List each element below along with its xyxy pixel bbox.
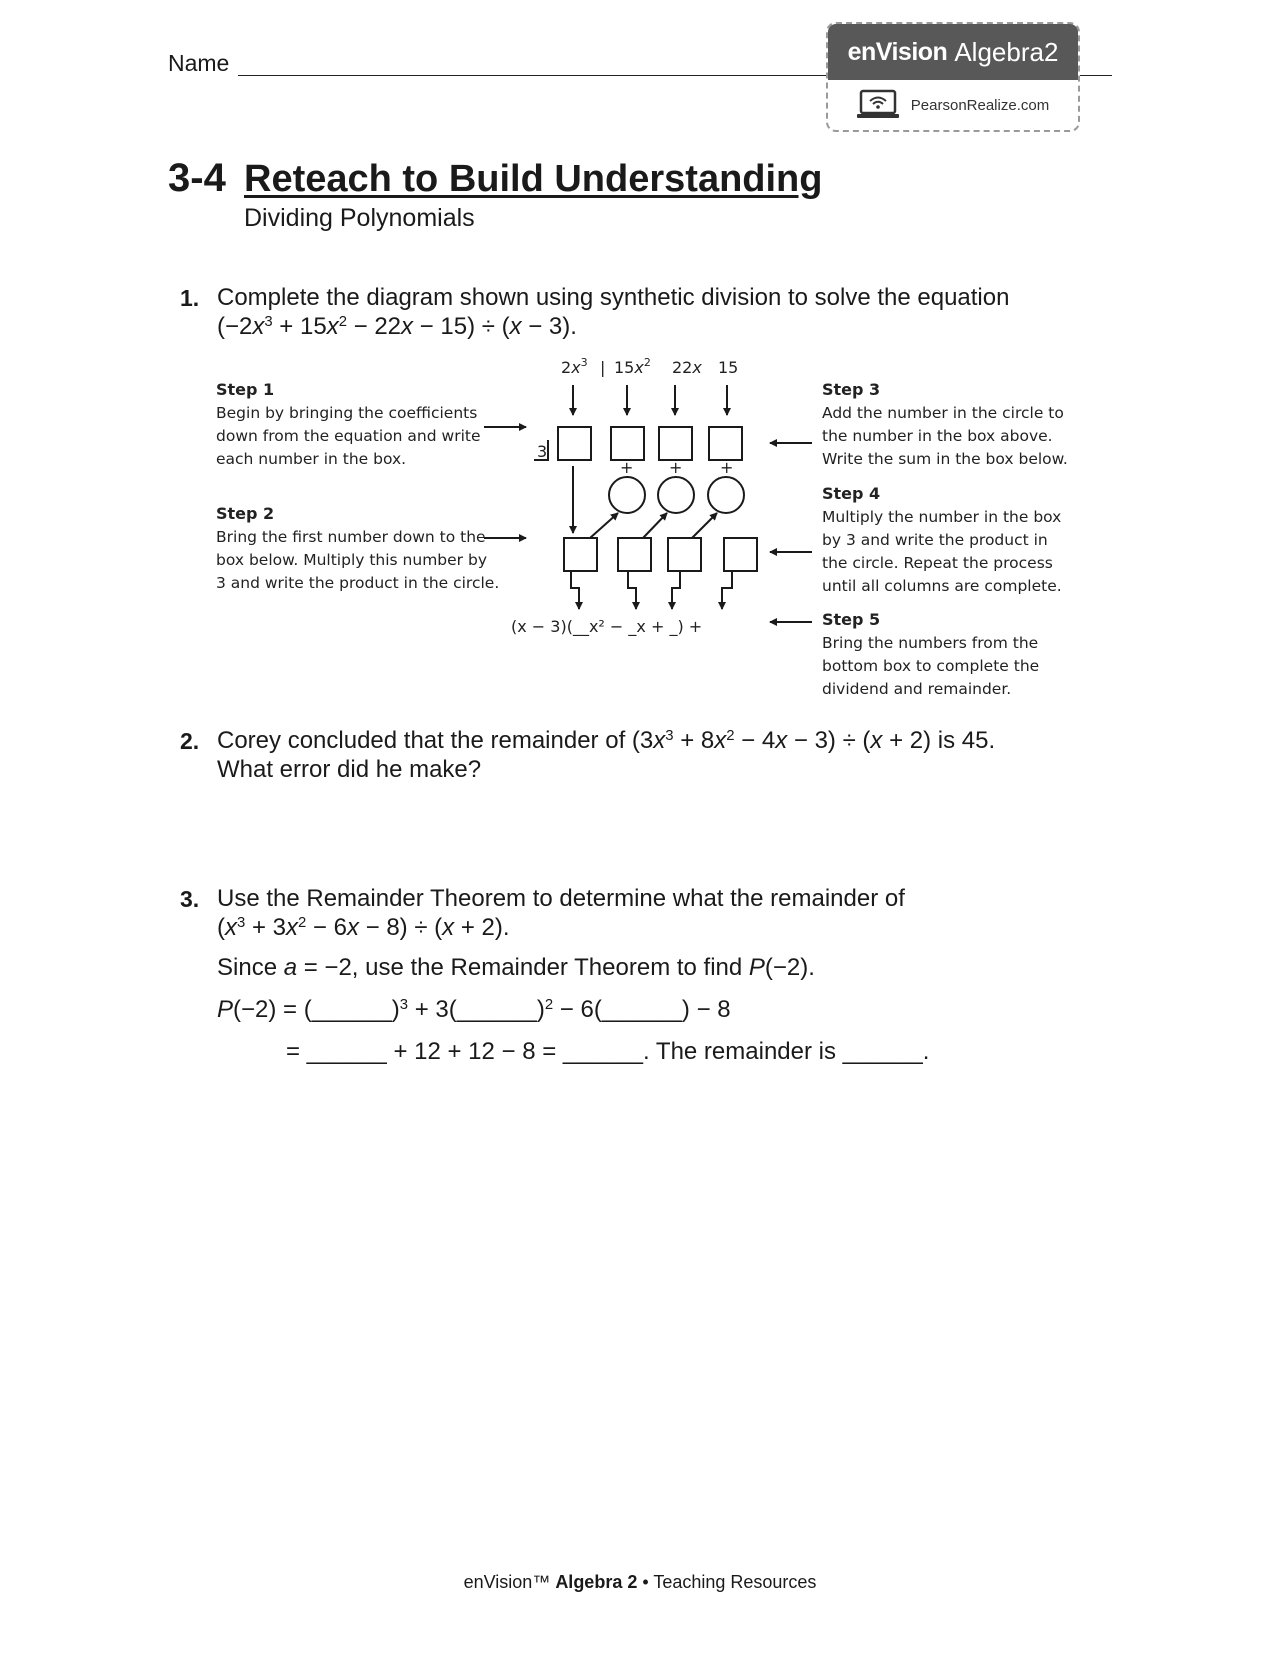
lesson-number: 3-4 [168, 156, 226, 200]
arrow [590, 513, 618, 538]
separator: | [600, 358, 606, 377]
term-label: $2x^3$ [561, 356, 588, 377]
question-3-number: 3. [180, 886, 200, 912]
answer-box-bottom-4 [724, 538, 757, 571]
step-title: Step 1 [216, 380, 275, 399]
answer-box-bottom-3 [668, 538, 701, 571]
final-expression: (x − 3)(__x² − _x + _) + [511, 617, 703, 636]
step-line: dividend and remainder. [822, 680, 1012, 698]
answer-box-bottom-1 [564, 538, 597, 571]
question-1-text: Complete the diagram shown using synthetic division to solve the equation [217, 284, 1010, 311]
question-1-equation: $(-2x^3 + 15x^2 - 22x - 15) \div (x - 3)$. [217, 313, 577, 340]
brand-sub: Algebra2 [954, 36, 1059, 67]
step-line: Multiply the number in the box [822, 508, 1062, 526]
brand-url: PearsonRealize.com [910, 96, 1050, 114]
step-title: Step 2 [216, 504, 275, 523]
arrow [571, 571, 579, 609]
answer-box-bottom-2 [618, 538, 651, 571]
step-line: down from the equation and write [216, 427, 481, 445]
name-label: Name [168, 50, 230, 76]
question-3-hint: Since a = −2, use the Remainder Theorem to find P(−2). [217, 954, 815, 981]
step-title: Step 3 [822, 380, 881, 399]
answer-box-top-4 [709, 427, 742, 460]
step-line: Bring the first number down to the [216, 528, 486, 546]
arrow [672, 571, 680, 609]
step-line: the circle. Repeat the process [822, 554, 1053, 572]
question-2-text-line2: What error did he make? [217, 756, 482, 783]
plus-sign: + [620, 458, 634, 477]
answer-box-top-1 [558, 427, 591, 460]
step-line: box below. Multiply this number by [216, 551, 487, 569]
footer [0, 1572, 1280, 1593]
question-2-number: 2. [180, 728, 200, 754]
term-label: 15 [718, 358, 739, 377]
footer-brand: enVision™ [463, 1572, 551, 1592]
term-label: 22x [672, 358, 702, 377]
question-2-text: Corey concluded that the remainder of $(3x^3 + 8x^2 - 4x - 3) \div (x + 2)$ is 45. [217, 727, 996, 754]
divisor-label: 3 [537, 442, 548, 461]
hint-rest: = −2, use the Remainder Theorem to find [303, 954, 743, 981]
product-circle-1 [609, 477, 645, 513]
plus-sign: + [720, 458, 734, 477]
plus-sign: + [669, 458, 683, 477]
product-circle-3 [708, 477, 744, 513]
answer-box-top-2 [611, 427, 644, 460]
arrow [643, 513, 667, 538]
step-line: Bring the numbers from the [822, 634, 1039, 652]
question-3-work-line1: P(−2) = (______)$^3$ + 3(______)$^2$ − 6(______) − 8 [217, 996, 731, 1023]
term-label: $15x^2$ [614, 356, 651, 377]
work-line2-rest: + 12 + 12 − 8 = ______. The remainder is ______. [393, 1038, 930, 1065]
synthetic-division-diagram [0, 0, 1280, 720]
footer-resources: • Teaching Resources [642, 1572, 817, 1592]
product-circle-2 [658, 477, 694, 513]
brand-name: enVision [847, 37, 948, 66]
question-3-work-line2: = ______ + 12 + 12 − 8 = ______. The remainder is ______. [286, 1038, 930, 1065]
arrow [692, 513, 717, 538]
step-line: each number in the box. [216, 450, 407, 468]
step-line: by 3 and write the product in [822, 531, 1048, 549]
step-line: the number in the box above. [822, 427, 1053, 445]
step-title: Step 5 [822, 610, 881, 629]
hint-since: Since [217, 954, 278, 981]
answer-box-top-3 [659, 427, 692, 460]
step-line: Write the sum in the box below. [822, 450, 1068, 468]
step-line: 3 and write the product in the circle. [216, 574, 500, 592]
page-title: Reteach to Build Understanding [244, 158, 823, 200]
step-title: Step 4 [822, 484, 881, 503]
footer-course: Algebra 2 [555, 1572, 638, 1592]
step-line: Begin by bringing the coefficients [216, 404, 478, 422]
question-3-text: Use the Remainder Theorem to determine what the remainder of [217, 885, 905, 912]
question-3-equation: $(x^3 + 3x^2 - 6x - 8) \div (x + 2)$. [217, 914, 510, 941]
step-line: until all columns are complete. [822, 577, 1062, 595]
step-line: bottom box to complete the [822, 657, 1040, 675]
page-subtitle: Dividing Polynomials [244, 204, 475, 232]
arrow [722, 571, 732, 609]
step-line: Add the number in the circle to [822, 404, 1064, 422]
arrow [628, 571, 636, 609]
question-1-number: 1. [180, 285, 200, 311]
